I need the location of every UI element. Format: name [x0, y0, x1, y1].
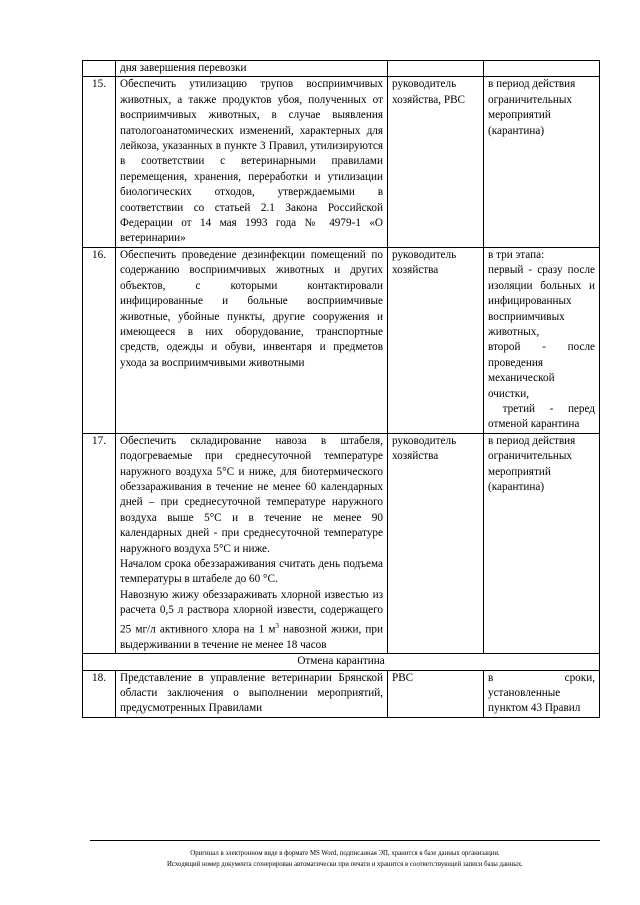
measure-cell: Обеспечить проведение дезинфекции помещений по содержанию восприимчивых животных и других объектов, с которыми контактировали инфицированные и больные восприимчивые животные, убойные пункты, другие сооружения и имеющееся в них оборудование, транспортные средств, одежды и обуви, инвентаря и предметов ухода за восприимчивыми животными [116, 247, 388, 433]
row-number-cell: 15. [83, 77, 116, 247]
row-number-cell: 16. [83, 247, 116, 433]
document-footer [90, 840, 600, 870]
term-cell: в период действия ограничительных мероприятий (карантина) [484, 433, 600, 653]
table-row [83, 670, 600, 717]
row-number-cell: 17. [83, 433, 116, 653]
responsible-cell: РВС [388, 670, 484, 717]
measure-paragraph: Обеспечить складирование навоза в штабеля, подогреваемые при среднесуточной температуре наружного воздуха 5°С и ниже, для биотермического обеззараживания в течение не менее 60 календарных дней – при среднесуточной температуре наружного воздуха выше 5°С и в течение не менее 90 календарных дней - при среднесуточной температуре наружного воздуха 5°С и ниже. [120, 434, 383, 555]
superscript-cubic: 3 [275, 621, 279, 630]
measure-cell: Представление в управление ветеринарии Брянской области заключения о выполнении мероприятий, предусмотренных Правилами [116, 670, 388, 717]
table-row [83, 247, 600, 433]
table-row [83, 77, 600, 247]
measure-cell [116, 433, 388, 653]
section-heading: Отмена карантина [83, 654, 600, 670]
responsible-cell: руководитель хозяйства [388, 433, 484, 653]
term-line: в три этапа: [488, 248, 545, 261]
term-cell: в сроки, установленные пунктом 43 Правил [484, 670, 600, 717]
term-cell [484, 61, 600, 77]
term-line: первый - сразу после изоляции больных и инфицированных восприимчивых животных, [488, 264, 595, 338]
term-line: третий - перед отменой карантина [488, 402, 598, 431]
responsible-cell: руководитель хозяйства [388, 247, 484, 433]
measure-paragraph: Началом срока обеззараживания считать день подъема температуры в штабеле до 60 °С. [120, 558, 383, 586]
measure-paragraph: навозной жижи, при выдерживании в течение не менее 18 часов [120, 623, 383, 651]
responsible-cell: руководитель хозяйства, РВС [388, 77, 484, 247]
term-line: второй - после проведения механической очистки, [488, 341, 595, 400]
term-cell [484, 247, 600, 433]
measure-paragraph: Навозную жижу обеззараживать хлорной известью из расчета 0,5 л раствора хлорной извести, содержащего 25 мг/л активного хлора на 1 м [120, 588, 383, 636]
term-cell: в период действия ограничительных мероприятий (карантина) [484, 77, 600, 247]
measures-table [82, 60, 600, 718]
row-number-cell [83, 61, 116, 77]
row-number-cell: 18. [83, 670, 116, 717]
table-row [83, 433, 600, 653]
footer-line: Исходящий номер документа сгенерирован автоматически при печати и хранится в соответствующей записи базы данных. [167, 860, 523, 868]
measure-cell: дня завершения перевозки [116, 61, 388, 77]
responsible-cell [388, 61, 484, 77]
measure-cell: Обеспечить утилизацию трупов восприимчивых животных, а также продуктов убоя, полученных от восприимчивых животных, в случае выявления патологоанатомических изменений, характерных для лейкоза, указанных в пункте 3 Правил, утилизируются в соответствии с ветеринарными правилами перемещения, хранения, переработки и утилизации биологических отходов, утверждаемыми в соответствии со статьей 2.1 Закона Российской Федерации от 14 мая 1993 года № 4979-1 «О ветеринарии» [116, 77, 388, 247]
section-heading-row [83, 654, 600, 670]
footer-line: Оригинал в электронном виде в формате MS Word, подписанная ЭП, хранится в базе данных организации. [190, 850, 500, 857]
table-row [83, 61, 600, 77]
